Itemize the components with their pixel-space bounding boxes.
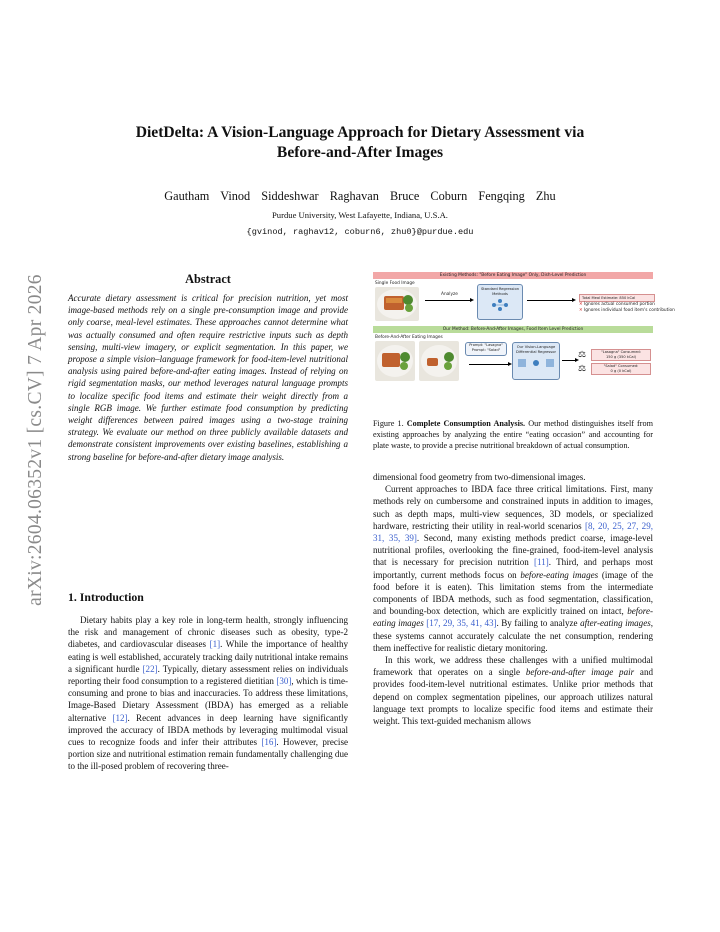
intro-paragraph: In this work, we address these challenges with a unified multimodal framework that operates on a single before-and-after image pair and provides food-item-level nutritional estimates. Unlike prior methods that depend on complex segmentation pipelines, our approach utilizes natural language text prompts to localize specific food items and estimate their weight. This text-guided mechanism allows [373,655,653,727]
citation-link[interactable]: [11] [534,557,549,568]
standard-regression-box: Standard Regression Methods [477,284,523,320]
citation-link[interactable]: [1] [209,639,221,650]
figure-1 [373,272,675,410]
citation-link[interactable]: [22] [142,663,158,674]
arxiv-id: arXiv:2604.06352v1 [cs.CV] 7 Apr 2026 [25,274,46,606]
citation-link[interactable]: [16] [261,737,277,748]
intro-paragraph: Dietary habits play a key role in long-term health, strongly influencing the risk and management of chronic diseases such as obesity, type-2 diabetes, and cardiovascular diseases [1]. While the importance of healthy eating is well established, accurately tracking daily nutritional intake remains a significant hurdle [22]. Typically, dietary assessment relies on individuals reporting their food consumption to a registered dietitian [30], which is time-consuming and prone to bias and inaccuracies. To address these limitations, Image-Based Dietary Assessment (IBDA) has emerged as a reliable alternative [12]. Recent advances in deep learning have significantly improved the accuracy of IBDA methods by leveraging multimodal visual cues to recognize foods and infer their attributes [16]. However, precise portion size and nutritional estimation remain fundamentally challenging due to the ill-posed problem of recovering three- [68,615,348,772]
food-photo-before [375,287,419,321]
abstract-text: Accurate dietary assessment is critical for precision nutrition, yet most image-based methods rely on a single pre-consumption image and provide only coarse, meal-level estimates. These approaches cannot determine what was actually consumed and often require restrictive inputs such as depth sensing, multi-view imagery, or explicit segmentation. In this paper, we propose a simple vision–language framework for food-item-level nutritional analysis using paired before-and-after eating images. Instead of relying on rigid segmentation masks, our method leverages natural language prompts to localize specific food items and estimate their weight directly from a single RGB image. We further estimate food consumption by predicting weight differences between paired images using a two-stage training strategy. We evaluate our method on three publicly available datasets and demonstrate consistent improvements over existing baselines, establishing a strong baseline for before-and-after dietary image analysis. [68,293,348,462]
our-method-bar: Our Method: Before-And-After Images, Food Item Level Prediction [373,326,653,333]
arrow [469,364,509,365]
our-regressor-box: Our Vision-Language Differential Regressor [512,342,560,380]
network-icon [490,298,510,312]
affiliation: Purdue University, West Lafayette, Indiana, U.S.A. [272,210,448,220]
single-image-label: Single Food Image [375,281,415,286]
introduction-column-left [68,614,348,773]
limitation-1: ✕ Ignores actual consumed portion [579,302,655,307]
analyze-label: Analyze [441,292,458,297]
citation-link[interactable]: [30] [276,676,292,687]
author-emails: {gvinod, raghav12, coburn6, zhu0}@purdue.edu [246,227,474,237]
prompt-box: Prompt: "Lasagna" Prompt: "Salad" [465,342,507,356]
figure-caption: Figure 1. Complete Consumption Analysis. Our method distinguishes itself from existing approaches by analyzing the entire “eating occasion” and accounting for plate waste, to provide a precise nutritional breakdown of actual consumption. [373,419,653,450]
arrow [527,300,573,301]
authors: Gautham Vinod Siddeshwar Raghavan Bruce Coburn Fengqing Zhu [164,189,556,203]
arxiv-sidebar-stamp [6,210,66,670]
existing-methods-bar: Existing Methods: "Before Eating Image" Only, Dish-Level Prediction [373,272,653,279]
introduction-column-right [373,471,653,727]
arrow [425,300,471,301]
intro-paragraph: Current approaches to IBDA face three critical limitations. First, many methods rely on cumbersome and constrained inputs in addition to images, such as depth maps, multi-view sequences, 3D models, or specialized hardware, restricting their utility in real-world scenarios [8, 20, 25, 27, 29, 31, 35, 39]. Second, many existing methods predict coarse, image-level nutritional profiles, overlooking the fine-grained, food-item-level analysis that is necessary for precision nutrition [11]. Third, and perhaps most importantly, current methods focus on before-eating images (image of the food before it is eaten). This limitation stems from the intermediate components of IBDA methods, such as food segmentation, classification, and bounding-box detection, which are explicitly trained on intact, before-eating images [17, 29, 35, 41, 43]. By failing to analyze after-eating images, these systems cannot accurately calculate the net consumption, rendering them ineffective for realistic dietary monitoring. [373,484,653,653]
scale-icon: ⚖ [578,364,587,374]
before-after-label: Before-And-After Eating Images [375,335,443,340]
food-photo-after-eating [419,341,459,381]
lasagna-output: "Lasagna" Consumed: 150 g (350 kCal) [591,349,651,361]
salad-output: "Salad" Consumed: 0 g (0 kCal) [591,363,651,375]
arrow [562,360,576,361]
total-meal-estimate: Total Meal Estimate: 850 kCal [579,294,655,302]
citation-link[interactable]: [12] [112,712,128,723]
citation-link[interactable]: [17, 29, 35, 41, 43] [426,618,497,629]
scale-icon: ⚖ [578,350,587,360]
paragraph-continuation: dimensional food geometry from two-dimensional images. [373,472,586,482]
limitation-2: ✕ Ignores individual food item's contribution [579,308,675,313]
food-photo-before-eating [375,341,415,381]
network-icon [517,356,555,370]
section-heading-introduction: 1. Introduction [68,590,144,604]
citation-link[interactable]: [8, 20, 25, 27, 29, 31, 35, 39] [373,520,653,544]
title-line-2: Before-and-After Images [276,144,444,161]
title-line-1: DietDelta: A Vision-Language Approach for Dietary Assessment via [135,124,585,141]
paper-title [60,123,660,163]
abstract-heading: Abstract [185,272,231,286]
